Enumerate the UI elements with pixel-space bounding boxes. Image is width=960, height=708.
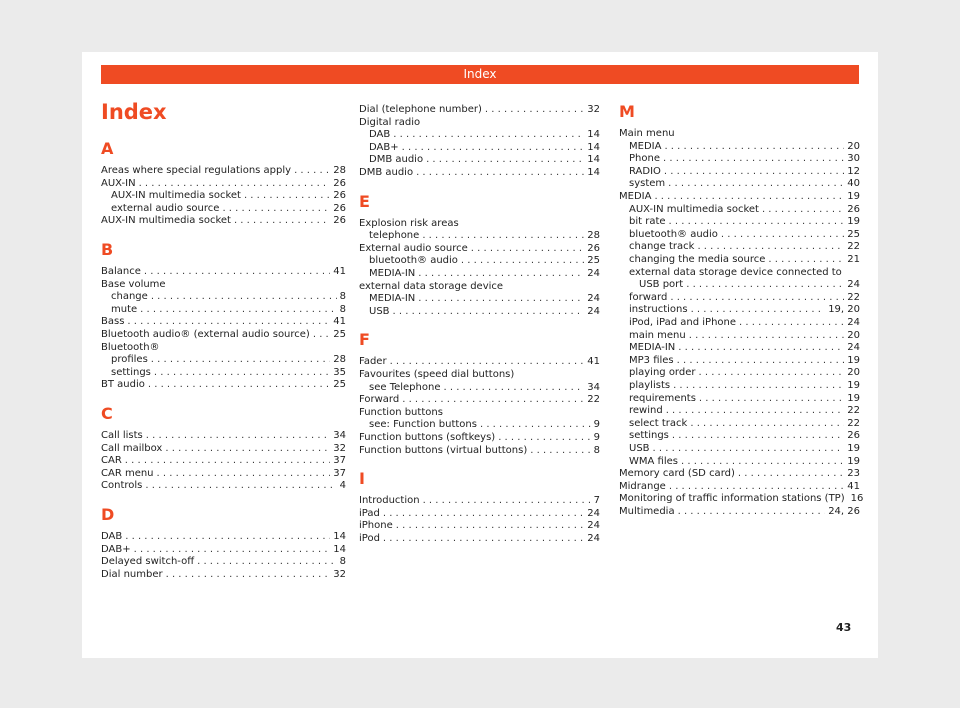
index-entry-term: Call lists [101,430,143,441]
index-entry-term: AUX-IN [101,177,136,189]
index-entry-page: 21 [847,254,860,265]
index-entry-page: 7 [593,495,600,507]
index-entry-term: Dial (telephone number) [359,104,482,115]
index-entry-page: 4 [339,480,346,492]
index-entry-page: 32 [333,442,346,454]
dot-leader [393,304,585,319]
index-entry-term: Function buttons [359,406,443,418]
index-entry-term: Base volume [101,278,166,290]
index-entry-page: 19 [847,392,860,404]
index-entry-term: forward [629,291,668,303]
index-entry-term: BT audio [101,379,145,391]
dot-leader [145,478,336,493]
index-entry-page: 14 [587,129,600,141]
index-entry-term: external data storage device [359,280,504,292]
index-entry-page: 20 [847,329,860,341]
index-entry-page: 19 [847,455,860,467]
index-entry [101,478,346,493]
index-entry-term: external audio source [111,202,220,214]
index-entry-page: 24 [587,520,600,532]
index-entry [619,504,860,519]
index-entry-page: 28 [587,230,600,242]
index-entry-term: AUX-IN multimedia socket [101,215,231,227]
index-entry [359,165,600,180]
index-entry-page: 34 [333,430,346,441]
index-entry-page: 12 [847,165,860,177]
index-entry [101,567,346,582]
index-entry-page: 19 [847,443,860,454]
index-entry-term: profiles [111,354,148,366]
index-entry-term: Main menu [619,128,675,139]
index-entry-term: select track [629,417,688,429]
index-entry-term: MEDIA [619,191,652,202]
index-entry [369,304,600,319]
index-entry-term: Bass [101,316,125,328]
index-entry-term: main menu [629,329,686,341]
index-entry-page: 24, 26 [828,506,860,517]
index-entry-page: 8 [339,303,346,315]
index-entry-term: playing order [629,367,696,379]
index-entry-term: Function buttons (softkeys) [359,432,496,443]
index-entry-page: 24 [587,305,600,317]
index-entry-page: 19 [847,354,860,366]
index-entry-term: DMB audio [369,154,424,166]
section-letter-b: B [101,240,114,259]
index-entry-term: MEDIA [629,140,662,152]
index-entry-term: Fader [359,356,387,368]
index-entry-term: iPod [359,533,380,544]
index-entry-page: 22 [847,291,860,303]
index-entry-term: Midrange [619,480,666,492]
section-letter-c: C [101,404,113,423]
index-entry-page: 32 [333,568,346,580]
index-entry-term: change [111,291,148,303]
index-entry-page: 28 [333,354,346,366]
section-letter-i: I [359,469,365,489]
index-entry-term: CAR menu [101,467,154,479]
index-entry-page: 23 [847,468,860,480]
index-entry-page: 26 [333,202,346,214]
index-entry-page: 26 [333,215,346,227]
index-entry-page: 19 [847,216,860,228]
index-entry-term: bluetooth® audio [629,228,718,240]
index-entry-term: system [629,178,666,190]
index-entry-page: 30 [847,153,860,165]
index-entry-page: 19 [847,191,860,202]
index-entry-term: USB [629,443,650,454]
index-entry-page: 9 [593,432,600,443]
index-entry-page: 25 [587,255,600,267]
index-entry-term: settings [111,366,151,378]
index-entry-term: MP3 files [629,354,674,366]
index-entry-term: Controls [101,480,143,492]
index-entry-term: DAB+ [369,141,399,153]
section-letter-a: A [101,139,114,158]
index-entry-page: 37 [333,455,346,467]
index-entry-page: 26 [847,203,860,215]
dot-leader [234,213,330,228]
index-entry-term: settings [629,430,669,442]
dot-leader [148,377,330,392]
index-entry-term: rewind [629,405,663,417]
index-entry-term: MEDIA-IN [369,268,416,279]
index-entry-page: 28 [333,165,346,176]
index-entry-term: Phone [629,153,660,165]
section-letter-m: M [619,102,635,121]
index-entry-page: 19 [847,380,860,391]
index-entry-term: DAB [369,129,391,141]
index-entry-term: see Telephone [369,381,441,393]
index-entry-page: 26 [587,242,600,254]
index-entry-term: telephone [369,230,420,242]
index-entry-page: 25 [333,379,346,391]
index-entry-term: changing the media source [629,254,766,265]
index-entry-page: 14 [333,543,346,555]
index-entry-term: Monitoring of traffic information stations (TP) [619,493,845,505]
index-entry-page: 14 [587,167,600,178]
index-entry-page: 25 [333,329,346,340]
index-entry-page: 20 [847,140,860,152]
index-entry-term: Delayed switch-off [101,556,195,568]
index-entry-term: mute [111,303,138,315]
dot-leader [530,443,590,458]
index-entry-term: Areas where special regulations apply [101,165,292,176]
index-entry-page: 8 [593,444,600,456]
index-entry-page: 41 [333,316,346,328]
dot-leader [383,531,584,546]
index-entry-term: MEDIA-IN [629,342,676,354]
index-entry-page: 26 [333,177,346,189]
index-entry-page: 22 [587,394,600,406]
index-entry-term: Bluetooth® [101,341,160,353]
index-entry-term: USB port [639,279,684,291]
index-entry-page: 8 [339,556,346,568]
index-entry-page: 24 [847,279,860,291]
index-entry-page: 22 [847,417,860,429]
index-entry-term: DAB [101,531,123,542]
index-entry-page: 24 [847,342,860,354]
index-entry [101,377,346,392]
dot-leader [166,567,331,582]
dot-leader [678,504,826,519]
index-entry-page: 14 [333,531,346,542]
index-entry-term: Balance [101,266,141,277]
index-entry-term: change track [629,241,695,253]
index-entry-page: 26 [847,430,860,442]
index-entry-term: bluetooth® audio [369,255,458,267]
index-entry-term: Call mailbox [101,442,163,454]
index-entry-term: see: Function buttons [369,419,477,431]
index-entry-term: iPod, iPad and iPhone [629,317,737,328]
index-entry-page: 9 [593,419,600,431]
index-entry-term: RADIO [629,165,661,177]
index-entry-term: Forward [359,394,400,406]
section-letter-f: F [359,330,370,350]
index-entry [101,213,346,228]
index-entry-page: 35 [333,366,346,378]
index-entry [359,443,600,458]
index-entry-term: requirements [629,392,696,404]
index-entry-term: Explosion risk areas [359,217,459,229]
index-entry-page: 16 [850,493,864,505]
section-letter-e: E [359,191,370,211]
index-entry-term: playlists [629,380,671,391]
index-entry-term: Favourites (speed dial buttons) [359,369,515,380]
index-entry-term: Bluetooth audio® (external audio source) [101,329,310,340]
index-entry-page: 14 [587,154,600,166]
index-entry-page: 8 [339,291,346,303]
index-entry-term: WMA files [629,455,678,467]
index-entry-term: DAB+ [101,543,131,555]
page-title: Index [101,100,167,124]
index-entry-term: Memory card (SD card) [619,468,735,480]
index-entry-page: 14 [587,141,600,153]
index-entry-page: 24 [587,533,600,544]
index-entry-term: Multimedia [619,506,675,517]
index-entry-page: 22 [847,405,860,417]
index-entry-page: 19, 20 [828,304,860,316]
dot-leader [416,165,584,180]
index-entry-page: 24 [587,293,600,305]
index-entry-page: 26 [333,190,346,202]
index-entry-page: 24 [587,268,600,279]
index-entry-term: Introduction [359,495,420,507]
index-entry-term: AUX-IN multimedia socket [629,203,759,215]
index-entry-page: 41 [333,266,346,277]
index-entry-term: Digital radio [359,116,421,128]
index-entry-term: MEDIA-IN [369,293,416,305]
index-entry-term: Dial number [101,568,163,580]
index-entry-page: 22 [847,241,860,253]
index-entry-term: instructions [629,304,688,316]
index-entry [359,531,600,546]
index-entry-term: External audio source [359,242,468,254]
index-entry-page: 34 [587,381,600,393]
index-entry-page: 40 [847,178,860,190]
index-entry-term: external data storage device connected to [629,266,842,278]
page-number: 43 [836,621,852,634]
index-entry-term: USB [369,305,390,317]
header-banner: Index [101,65,859,84]
index-entry-term: Function buttons (virtual buttons) [359,444,528,456]
index-entry-term: iPad [359,507,380,519]
index-entry-page: 32 [587,104,600,115]
index-entry-page: 41 [587,356,600,368]
index-entry-term: iPhone [359,520,393,532]
section-letter-d: D [101,505,115,524]
index-entry-page: 37 [333,467,346,479]
index-entry-term: CAR [101,455,122,467]
index-entry-term: bit rate [629,216,666,228]
index-entry-page: 41 [847,480,860,492]
index-entry-term: AUX-IN multimedia socket [111,190,241,202]
index-entry-page: 20 [847,367,860,379]
index-entry-term: DMB audio [359,167,414,178]
index-entry-page: 24 [587,507,600,519]
index-entry-page: 24 [847,317,860,328]
index-entry-page: 25 [847,228,860,240]
